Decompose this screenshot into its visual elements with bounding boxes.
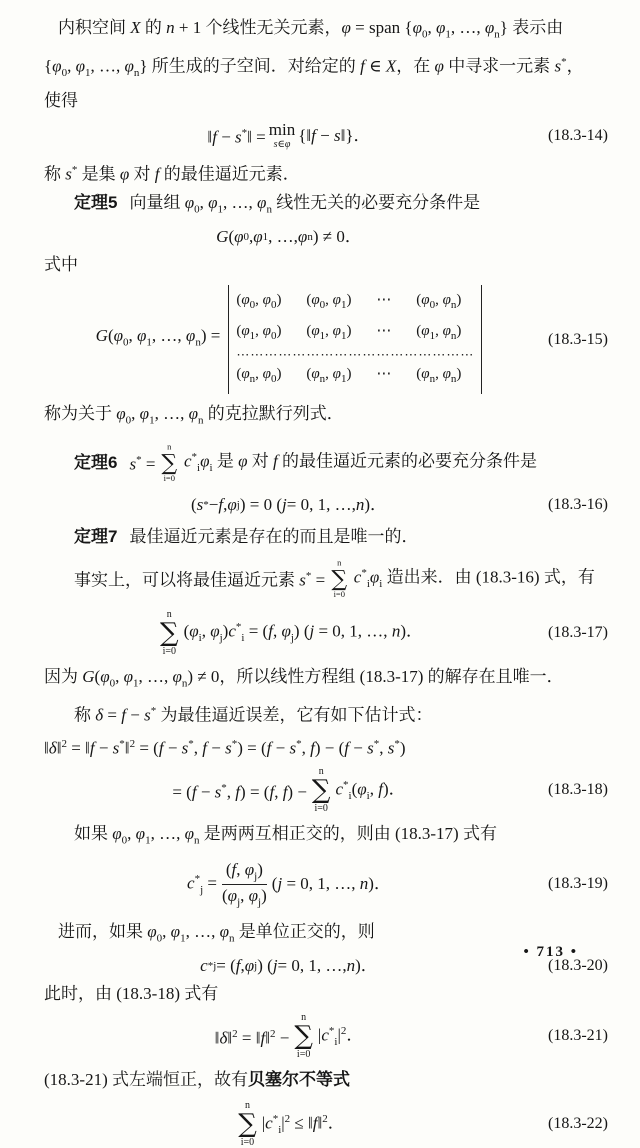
orthogonal-line: 如果 $\varphi_0$, $\varphi_1$, …, $\varphi_n$ 是两两互相正交的，则由 (18.3-17) 式有: [74, 824, 497, 847]
theorem-6-line: 定理6 s* = n ∑ i=0 $c^*_i\varphi_i$ 是 φ 对 f 的最佳逼近元素的必要充分条件是: [74, 442, 537, 483]
formula-18-3-18: = (f − s*, f) = (f, f) − n ∑ i=0 $c^*_i(\varphi_i$, f)． (18.3-18): [172, 766, 608, 815]
determinant-ellipsis-row: ⋯⋯⋯⋯⋯⋯⋯⋯⋯⋯⋯⋯⋯⋯⋯⋯⋯: [236, 350, 475, 361]
theorem-5-label: 定理5: [74, 192, 118, 212]
then-line: 此时，由 (18.3-18) 式有: [44, 984, 219, 1004]
summation-symbol: n ∑ i=0: [161, 442, 178, 483]
theorem-7-line: 定理7 最佳逼近元素是存在的而且是唯一的．: [74, 526, 419, 546]
page-number: • 713 •: [523, 944, 578, 960]
gram-name-line: 称为关于 $\varphi_0$, $\varphi_1$, …, $\varphi_n$ 的克拉默行列式．: [44, 404, 344, 427]
delta-line: 称 δ = f − s* 为最佳逼近误差，它有如下估计式：: [74, 704, 433, 725]
intro-line-1: 内积空间 X 的 n + 1 个线性无关元素，φ = span {$\varphi_0$, $\varphi_1$, …, $\varphi_n$} 表示由: [58, 18, 564, 41]
equation-number: (18.3-18): [548, 781, 608, 799]
formula-18-3-16: ( s * − f , φ j ) = 0 ( j = 0, 1, …, n )． (18.3-16): [44, 491, 608, 519]
f14-lhs: ‖f − s*‖ =: [207, 127, 266, 148]
bessel-inequality-term: 贝塞尔不等式: [247, 1070, 350, 1090]
equation-number: (18.3-15): [548, 330, 608, 348]
summation-symbol: n ∑ i=0: [238, 1100, 257, 1148]
fact-line: 事实上，可以将最佳逼近元素 s* = n ∑ i=0 $c^*_i\varphi_i$ 造出来．由 (18.3-16) 式，有: [74, 558, 595, 599]
because-line: 因为 $G(\varphi_0$, $\varphi_1$, …, $\varphi_n) \ne 0$，所以线性方程组 (18.3-17) 的解存在且唯一．: [44, 666, 564, 689]
equation-number: (18.3-19): [548, 875, 608, 893]
formula-18-3-17: n ∑ i=0 ($\varphi_i$, $\varphi_j)c^*_i = (f$, $\varphi_j$) (j = 0, 1, …, n)． (18.3-17): [160, 608, 608, 657]
theorem-7-label: 定理7: [74, 526, 118, 546]
equation-number: (18.3-22): [548, 1115, 608, 1133]
formula-gram-nonzero: G ( φ 0 , φ 1 , …, φ n ) ≠ 0．: [216, 227, 362, 247]
summation-symbol: n ∑ i=0: [160, 608, 179, 657]
unit-orthogonal-line: 进而，如果 $\varphi_0$, $\varphi_1$, …, $\varphi_n$ 是单位正交的，则: [58, 921, 375, 945]
summation-symbol: n ∑ i=0: [331, 558, 348, 599]
equation-number: (18.3-17): [548, 623, 608, 641]
intro-line-3: 使得: [44, 91, 78, 111]
min-operator: min s∈φ: [268, 120, 296, 151]
intro-line-2: {$\varphi_0$, $\varphi_1$, …, $\varphi_n$} 所生成的子空间．对给定的 f ∈ X，在 φ 中寻求一元素 s*，: [44, 56, 584, 80]
summation-symbol: n ∑ i=0: [311, 766, 331, 815]
formula-18-3-14: [44, 119, 608, 152]
equation-number: (18.3-14): [548, 126, 608, 144]
fraction: $\frac{(f, \varphi_j)}{(\varphi_j, \varphi_j)}$: [222, 859, 267, 909]
formula-18-3-21: ‖δ‖$^2$ = ‖f‖$^2$ − n ∑ i=0 $|c^*_i|^2$． (18.3-21): [214, 1012, 608, 1061]
f14-rhs: {‖f − s‖}．: [298, 125, 371, 145]
equation-number: (18.3-20): [548, 957, 608, 975]
formula-18-3-15: [44, 285, 608, 394]
formula-18-3-20: c * j = ( f , φ j ) ( j = 0, 1, …, n )． (18.3-20): [44, 952, 608, 980]
gram-determinant: ($\varphi_0$, $\varphi_0$) ($\varphi_0$, $\varphi_1$) ⋯ ($\varphi_0$, $\varphi_n$) ($\varphi_1$, $\varphi_0$) ($\varphi_1$, $\varphi_1$) ⋯ ($\varphi_1$, $\varphi_n$) ⋯⋯⋯⋯⋯⋯⋯⋯⋯⋯⋯⋯⋯⋯⋯⋯⋯ ($\varphi_n$, $\varphi_0$) ($\varphi_n$, $\varphi_1$) ⋯ ($\varphi_n$, $\varphi_n$): [228, 285, 482, 394]
equation-number: (18.3-16): [548, 495, 608, 513]
shizhong-line: 式中: [44, 255, 78, 275]
summation-symbol: n ∑ i=0: [294, 1012, 313, 1061]
best-element-line: 称 s* 是集 φ 对 f 的最佳逼近元素．: [44, 164, 300, 184]
f15-lhs: $G(\varphi_0$, $\varphi_1$, …, $\varphi_n$) =: [95, 326, 221, 349]
equation-number: (18.3-21): [548, 1027, 608, 1045]
formula-18-3-22: n ∑ i=0 $|c^*_i|^2$ ≤ ‖f‖$^2$． (18.3-22): [238, 1100, 608, 1148]
bessel-line: (18.3-21) 式左端恒正，故有贝塞尔不等式: [44, 1070, 350, 1090]
theorem-6-label: 定理6: [74, 452, 118, 472]
formula-18-3-18-line1: ‖δ‖$^2$ = ‖f − s*‖$^2$ = (f − s*, f − s*) = (f − s*, f) − (f − s*, s*): [44, 737, 406, 758]
theorem-5-line: 定理5 向量组 $\varphi_0$, $\varphi_1$, …, $\varphi_n$ 线性无关的必要充分条件是: [74, 192, 481, 216]
formula-18-3-19: $c^*_j$ = $\frac{(f, \varphi_j)}{(\varphi_j, \varphi_j)}$ (j = 0, 1, …, n)． (18.3-19): [187, 859, 608, 909]
